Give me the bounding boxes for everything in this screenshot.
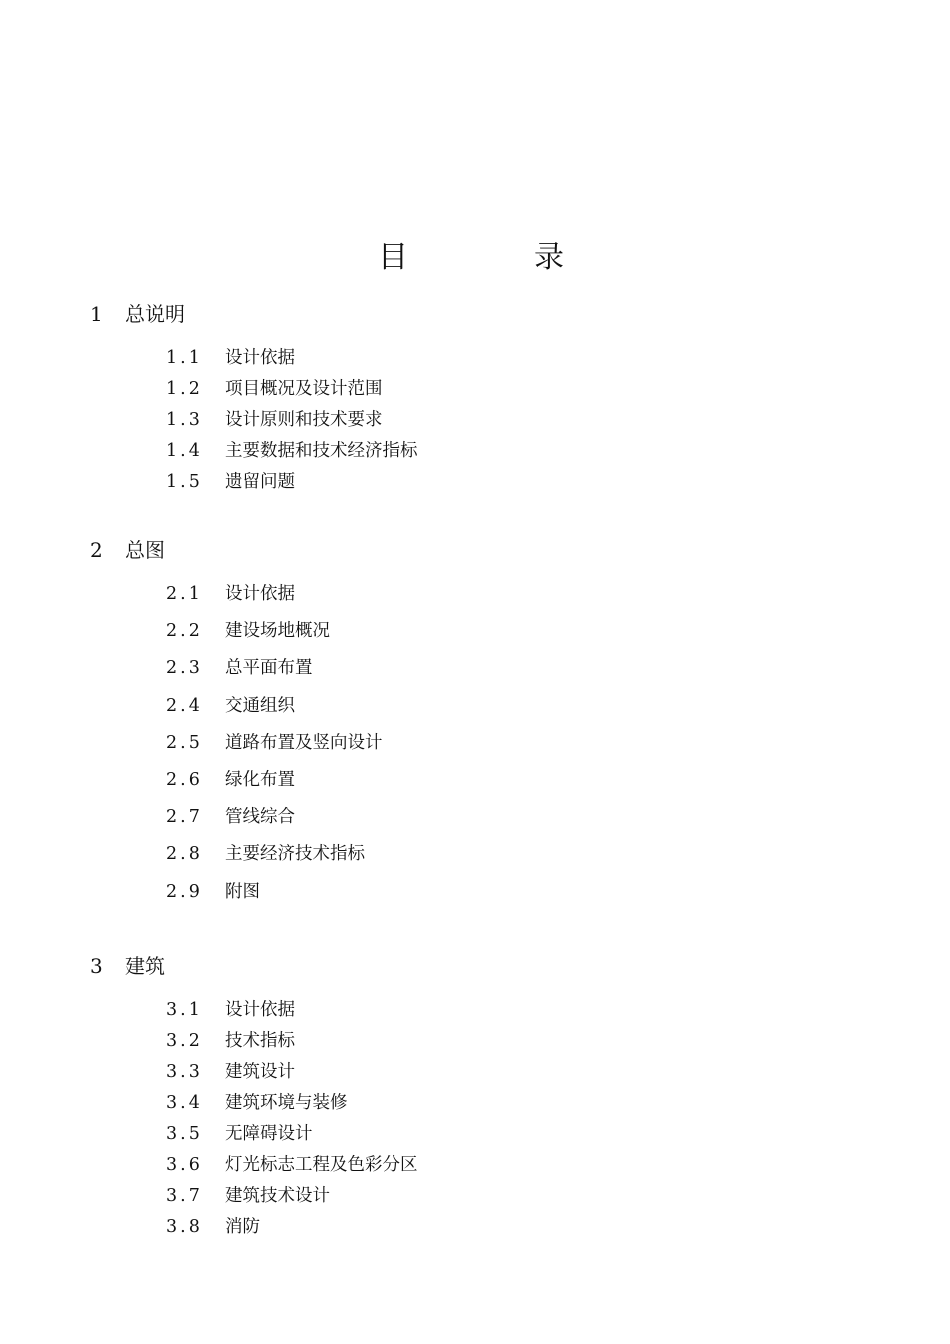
entry-number: 3.4 [166,1093,203,1113]
toc-entry-3-2[interactable] [0,1027,950,1055]
entry-number: 1.3 [166,410,203,430]
toc-entry-1-3[interactable] [0,406,950,434]
entry-number: 3.8 [166,1217,203,1237]
entry-number: 2.9 [166,882,203,902]
entry-label: 设计原则和技术要求 [225,410,383,430]
toc-entry-3-6[interactable] [0,1151,950,1179]
entry-number: 3.5 [166,1124,203,1144]
toc-entry-2-5[interactable] [0,729,950,757]
entry-number: 3.1 [166,1000,203,1020]
entry-label: 项目概况及设计范围 [225,379,383,399]
toc-entry-1-2[interactable] [0,375,950,403]
toc-entry-3-1[interactable] [0,996,950,1024]
toc-entry-2-6[interactable] [0,766,950,794]
chapter-number: 2 [90,538,103,562]
entry-label: 设计依据 [225,584,295,604]
entry-label: 设计依据 [225,1000,295,1020]
entry-label: 附图 [225,882,260,902]
entry-label: 交通组织 [225,696,295,716]
entry-label: 建筑环境与装修 [225,1093,348,1113]
entry-label: 建筑技术设计 [225,1186,330,1206]
entry-label: 总平面布置 [225,658,313,678]
entry-label: 主要经济技术指标 [225,844,365,864]
toc-entry-2-7[interactable] [0,803,950,831]
entry-label: 遗留问题 [225,472,295,492]
toc-entry-1-4[interactable] [0,437,950,465]
entry-label: 消防 [225,1217,260,1237]
entry-label: 灯光标志工程及色彩分区 [225,1155,418,1175]
entry-label: 管线综合 [225,807,295,827]
entry-label: 设计依据 [225,348,295,368]
entry-number: 2.7 [166,807,203,827]
toc-entry-3-5[interactable] [0,1120,950,1148]
toc-entry-2-3[interactable] [0,654,950,682]
chapter-3-heading[interactable] [0,950,950,982]
toc-entry-2-4[interactable] [0,692,950,720]
entry-number: 2.6 [166,770,203,790]
chapter-1-heading[interactable] [0,298,950,330]
chapter-number: 3 [90,954,103,978]
entry-number: 2.3 [166,658,203,678]
toc-entry-1-1[interactable] [0,344,950,372]
chapter-label: 总说明 [125,302,185,326]
toc-entry-3-8[interactable] [0,1213,950,1241]
chapter-label: 总图 [125,538,165,562]
entry-number: 1.1 [166,348,203,368]
entry-number: 1.5 [166,472,203,492]
entry-number: 1.2 [166,379,203,399]
entry-label: 建筑设计 [225,1062,295,1082]
toc-title-char-2: 录 [534,240,564,275]
toc-entry-2-9[interactable] [0,878,950,906]
entry-label: 建设场地概况 [225,621,330,641]
entry-number: 2.4 [166,696,203,716]
entry-number: 2.2 [166,621,203,641]
entry-label: 绿化布置 [225,770,295,790]
entry-number: 2.5 [166,733,203,753]
chapter-number: 1 [90,302,103,326]
entry-number: 3.3 [166,1062,203,1082]
toc-entry-1-5[interactable] [0,468,950,496]
entry-label: 无障碍设计 [225,1124,313,1144]
toc-entry-2-8[interactable] [0,840,950,868]
entry-label: 主要数据和技术经济指标 [225,441,418,461]
entry-number: 3.7 [166,1186,203,1206]
entry-number: 1.4 [166,441,203,461]
toc-entry-2-2[interactable] [0,617,950,645]
toc-title [0,236,950,280]
toc-entry-3-4[interactable] [0,1089,950,1117]
toc-entry-3-7[interactable] [0,1182,950,1210]
entry-number: 3.6 [166,1155,203,1175]
entry-number: 2.1 [166,584,203,604]
chapter-2-heading[interactable] [0,534,950,566]
toc-entry-3-3[interactable] [0,1058,950,1086]
entry-number: 2.8 [166,844,203,864]
toc-title-char-1: 目 [378,240,408,275]
chapter-label: 建筑 [125,954,165,978]
entry-label: 道路布置及竖向设计 [225,733,383,753]
toc-entry-2-1[interactable] [0,580,950,608]
entry-label: 技术指标 [225,1031,295,1051]
entry-number: 3.2 [166,1031,203,1051]
